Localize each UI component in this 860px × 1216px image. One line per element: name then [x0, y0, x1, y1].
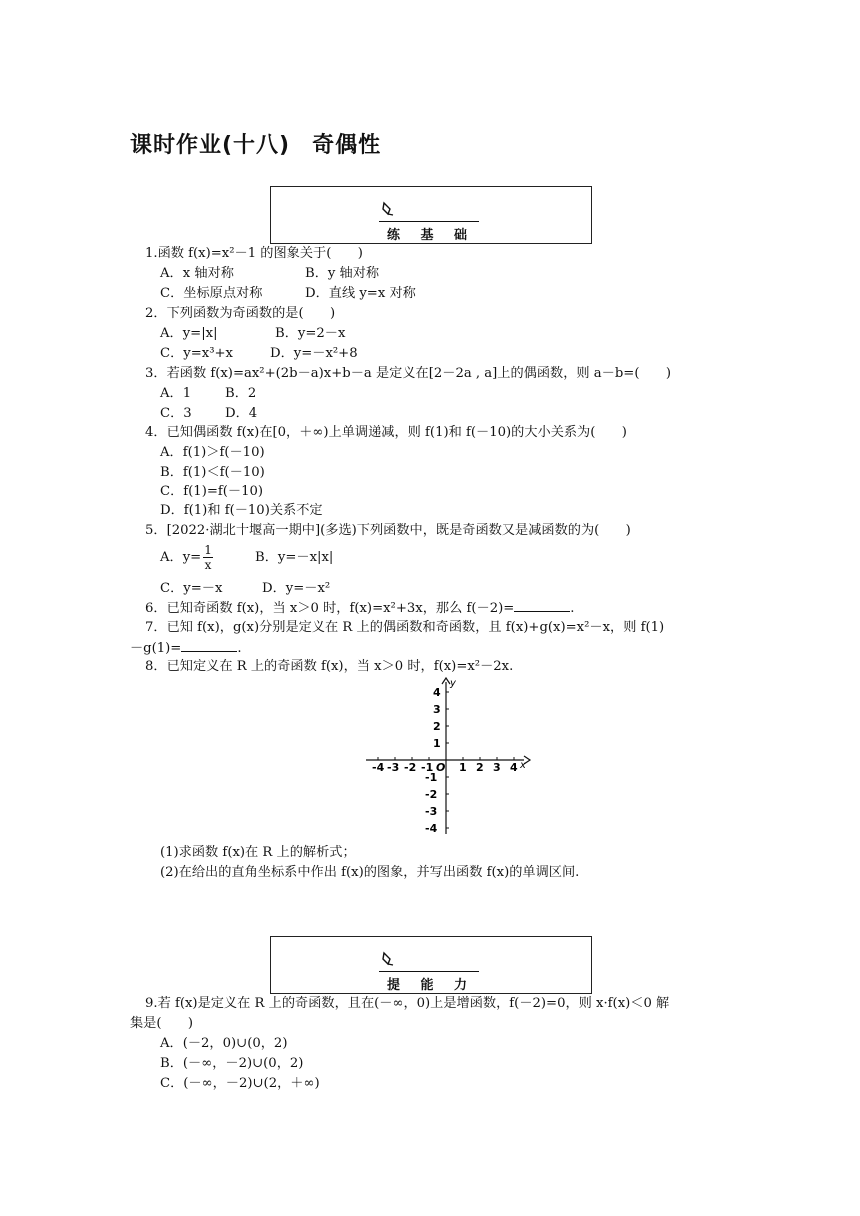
q6-text: 6．已知奇函数 f(x)，当 x＞0 时，f(x)=x²+3x，那么 f(－2)= [145, 601, 515, 616]
y-tick-label: -2 [425, 788, 438, 801]
x-tick-label: 1 [459, 761, 467, 774]
y-tick-label: -1 [425, 771, 438, 784]
q9-option-b: B．(－∞，－2)∪(0，2) [160, 1056, 304, 1071]
pen-icon [381, 951, 397, 967]
page-title [130, 128, 381, 159]
q1-option-d: D．直线 y=x 对称 [305, 286, 416, 301]
y-tick-label: 2 [433, 720, 441, 733]
q4-option-b: B．f(1)＜f(－10) [160, 465, 265, 480]
q5-option-d: D．y=－x² [262, 581, 331, 596]
question-3-stem: 3．若函数 f(x)=ax²+(2b－a)x+b－a 是定义在[2－2a , a]上的偶函数，则 a－b=( ) [145, 366, 671, 381]
q2-option-b: B．y=2－x [275, 326, 346, 341]
q8-subquestion-2: (2)在给出的直角坐标系中作出 f(x)的图象，并写出函数 f(x)的单调区间. [160, 865, 580, 880]
q9-option-a: A．(－2，0)∪(0，2) [160, 1036, 288, 1051]
x-tick-label: -4 [372, 761, 385, 774]
x-tick-label: 2 [476, 761, 484, 774]
question-5-stem: 5．[2022·湖北十堰高一期中](多选)下列函数中，既是奇函数又是减函数的为( ) [145, 523, 631, 538]
y-tick-label: -3 [425, 805, 438, 818]
section-header-basic [270, 186, 592, 244]
x-tick-label: -1 [421, 761, 434, 774]
y-axis-label: y [450, 678, 456, 689]
q3-option-c: C．3 [160, 406, 192, 421]
section-header-advanced [270, 936, 592, 994]
q3-option-d: D．4 [225, 406, 258, 421]
q2-option-d: D．y=－x²+8 [270, 346, 358, 361]
x-tick-label: -3 [387, 761, 400, 774]
section-label: 提 能 力 [386, 978, 476, 993]
y-tick-label: 1 [433, 737, 441, 750]
section-label: 练 基 础 [386, 228, 476, 243]
q2-option-a: A．y=|x| [160, 326, 218, 341]
fraction [203, 543, 213, 572]
q5-option-c: C．y=－x [160, 581, 223, 596]
question-2-stem: 2．下列函数为奇函数的是( ) [145, 306, 336, 321]
answer-blank [514, 599, 570, 612]
q3-option-b: B．2 [225, 386, 257, 401]
q4-option-c: C．f(1)=f(－10) [160, 484, 264, 499]
y-tick-label: -4 [425, 822, 438, 835]
question-4-stem: 4．已知偶函数 f(x)在[0，＋∞)上单调递减，则 f(1)和 f(－10)的大小关系为( ) [145, 425, 627, 440]
q1-option-b: B．y 轴对称 [305, 266, 380, 281]
q5-option-b: B．y=－x|x| [255, 550, 334, 565]
title-topic: 奇偶性 [312, 133, 382, 158]
x-axis-label: x [520, 760, 526, 771]
x-tick-label: 4 [510, 761, 518, 774]
title-main: 课时作业(十八) [130, 133, 291, 158]
question-1-stem: 1.函数 f(x)=x²－1 的图象关于( ) [145, 246, 363, 261]
question-9-line-1: 9.若 f(x)是定义在 R 上的奇函数，且在(－∞，0)上是增函数，f(－2)=0，则 x·f(x)＜0 解 [145, 996, 670, 1011]
q7-line2-text: －g(1)= [130, 641, 182, 656]
question-7-line-1: 7．已知 f(x)，g(x)分别是定义在 R 上的偶函数和奇函数，且 f(x)+g(x)=x²－x，则 f(1) [145, 620, 665, 635]
section-rule [379, 971, 479, 972]
q8-subquestion-1: (1)求函数 f(x)在 R 上的解析式； [160, 845, 356, 860]
question-9-line-2: 集是( ) [130, 1016, 194, 1031]
q5-option-a-prefix: A．y= [160, 550, 202, 565]
q1-option-c: C．坐标原点对称 [160, 286, 263, 301]
y-tick-label: 3 [433, 703, 441, 716]
q4-option-a: A．f(1)＞f(－10) [160, 445, 265, 460]
y-tick-label: 4 [433, 686, 441, 699]
fraction-denominator: x [204, 558, 212, 572]
question-7-line-2 [130, 639, 242, 658]
coordinate-grid [358, 676, 534, 838]
origin-label: O [436, 761, 446, 774]
q2-option-c: C．y=x³+x [160, 346, 233, 361]
pen-icon [381, 201, 397, 217]
q3-option-a: A．1 [160, 386, 192, 401]
q7-end: . [237, 641, 242, 656]
q6-end: . [570, 601, 575, 616]
question-6 [145, 599, 574, 618]
q9-option-c: C．(－∞，－2)∪(2，＋∞) [160, 1076, 320, 1091]
x-tick-label: 3 [493, 761, 501, 774]
q4-option-d: D．f(1)和 f(－10)关系不定 [160, 503, 323, 518]
answer-blank [181, 639, 237, 652]
section-rule [379, 221, 479, 222]
fraction-numerator: 1 [204, 543, 212, 557]
q5-option-a [160, 543, 215, 573]
x-tick-label: -2 [404, 761, 417, 774]
question-8-stem: 8．已知定义在 R 上的奇函数 f(x)，当 x＞0 时，f(x)=x²－2x. [145, 659, 514, 674]
q1-option-a: A．x 轴对称 [160, 266, 234, 281]
